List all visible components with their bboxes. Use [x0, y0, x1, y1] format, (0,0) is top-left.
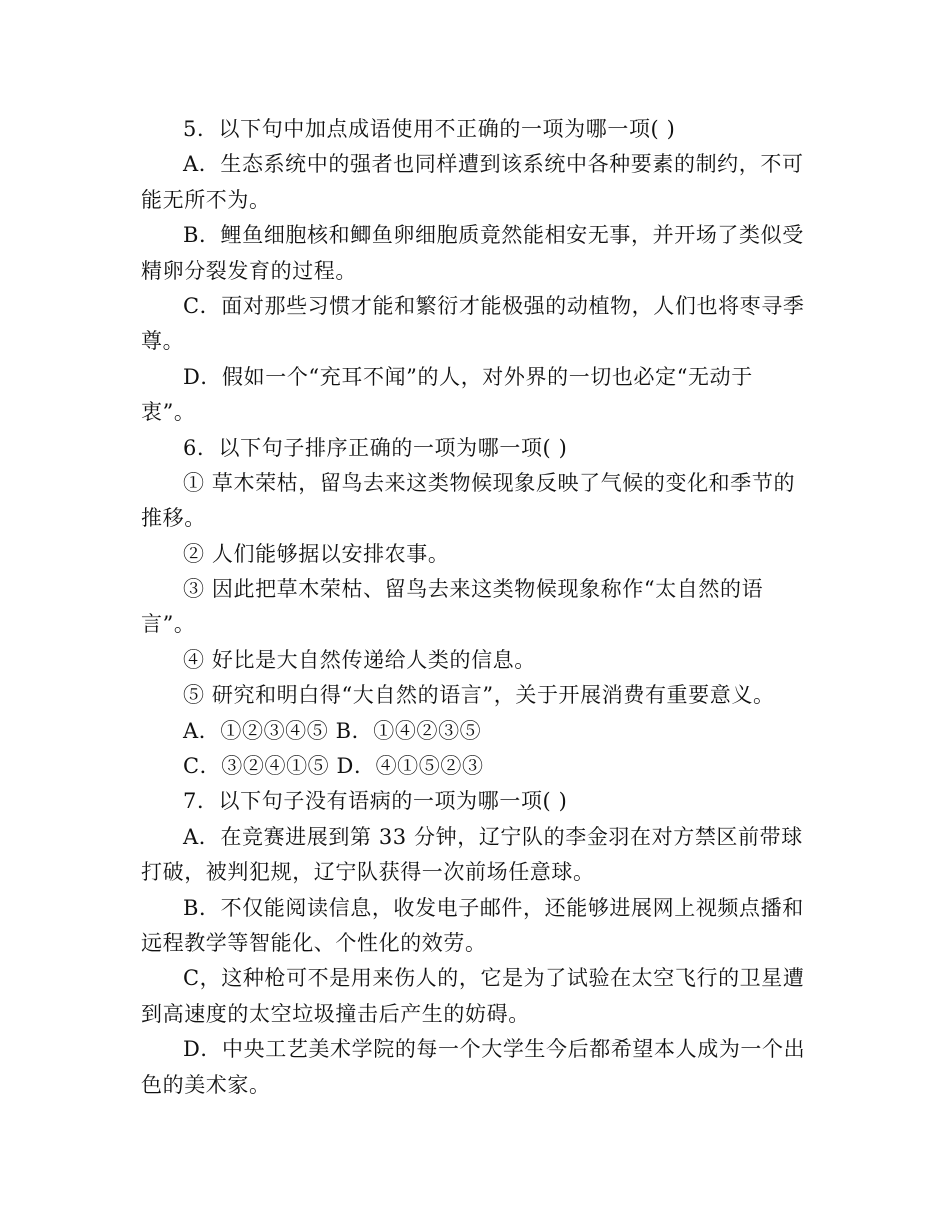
question-6-options-cd: C．③②④①⑤ D．④①⑤②③	[183, 754, 484, 779]
question-6-stem: 6．以下句子排序正确的一项为哪一项( )	[183, 435, 568, 460]
question-7-option-c: C，这种枪可不是用来伤人的，它是为了试验在太空飞行的卫星遭	[183, 966, 805, 991]
question-6-sentence-1-cont: 推移。	[141, 506, 206, 531]
question-6-sentence-1: ① 草木荣枯，留鸟去来这类物候现象反映了气候的变化和季节的	[183, 470, 796, 495]
question-5-option-b-cont: 精卵分裂发育的过程。	[141, 258, 357, 283]
document-page	[141, 112, 813, 1103]
question-5-option-b: B．鲤鱼细胞核和鲫鱼卵细胞质竟然能相安无事，并开场了类似受	[183, 223, 804, 248]
question-6-options-ab: A．①②③④⑤ B．①④②③⑤	[183, 718, 482, 743]
question-5-option-c: C．面对那些习惯才能和繁衍才能极强的动植物，人们也将枣寻季	[183, 293, 805, 318]
question-7-option-a: A．在竞赛进展到第 33 分钟，辽宁队的李金羽在对方禁区前带球	[183, 824, 803, 849]
question-7-option-a-cont: 打破，被判犯规，辽宁队获得一次前场任意球。	[141, 860, 595, 885]
question-5-stem: 5．以下句中加点成语使用不正确的一项为哪一项( )	[183, 117, 676, 141]
question-6-sentence-3: ③ 因此把草木荣枯、留鸟去来这类物候现象称作“太自然的语	[183, 577, 764, 602]
question-6-sentence-2: ② 人们能够据以安排农事。	[183, 541, 450, 566]
question-5-option-d-cont: 衷”。	[141, 400, 196, 425]
question-6-sentence-3-cont: 言”。	[141, 612, 196, 637]
question-5-option-d: D．假如一个“充耳不闻”的人，对外界的一切也必定“无动于	[183, 364, 753, 389]
question-6-sentence-5: ⑤ 研究和明白得“大自然的语言”，关于开展消费有重要意义。	[183, 683, 775, 708]
question-5-option-a: A．生态系统中的强者也同样遭到该系统中各种要素的制约，不可	[183, 152, 804, 177]
question-7-stem: 7．以下句子没有语病的一项为哪一项( )	[183, 789, 568, 814]
question-7-option-d-cont: 色的美术家。	[141, 1072, 271, 1097]
question-7-option-d: D．中央工艺美术学院的每一个大学生今后都希望本人成为一个出	[183, 1037, 806, 1062]
question-5-option-a-cont: 能无所不为。	[141, 187, 271, 212]
question-6-sentence-4: ④ 好比是大自然传递给人类的信息。	[183, 647, 536, 672]
question-7-option-b-cont: 远程教学等智能化、个性化的效劳。	[141, 930, 487, 955]
question-5-option-c-cont: 尊。	[141, 329, 185, 354]
question-7-option-b: B．不仅能阅读信息，收发电子邮件，还能够进展网上视频点播和	[183, 895, 804, 920]
question-7-option-c-cont: 到高速度的太空垃圾撞击后产生的妨碍。	[141, 1001, 530, 1026]
